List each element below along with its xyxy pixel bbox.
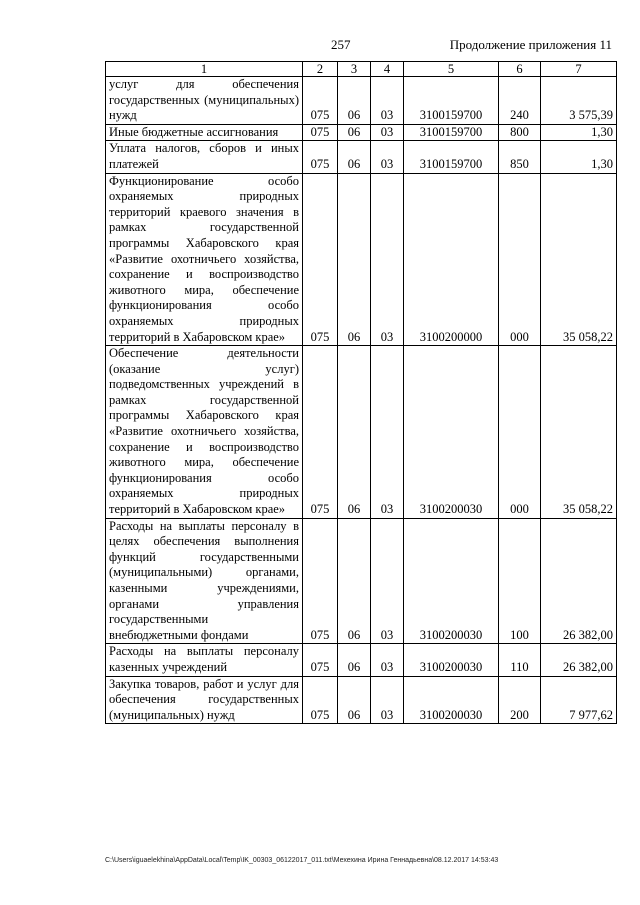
target-article-cell: 3100159700 <box>404 77 499 125</box>
subsection-cell: 03 <box>371 77 404 125</box>
code-cell: 075 <box>303 644 338 676</box>
table-row <box>106 173 617 346</box>
subsection-cell: 03 <box>371 346 404 519</box>
expense-type-cell: 110 <box>499 644 541 676</box>
budget-table <box>105 61 617 724</box>
table-body <box>106 77 617 724</box>
col-num-1: 1 <box>106 62 303 77</box>
row-name-cell: Закупка товаров, работ и услуг для обеспечения государственных (муниципальных) нужд <box>106 676 303 724</box>
amount-cell: 26 382,00 <box>541 644 617 676</box>
code-cell: 075 <box>303 173 338 346</box>
target-article-cell: 3100200030 <box>404 644 499 676</box>
table-row <box>106 77 617 125</box>
subsection-cell: 03 <box>371 173 404 346</box>
amount-cell: 1,30 <box>541 124 617 141</box>
col-num-2: 2 <box>303 62 338 77</box>
amount-cell: 3 575,39 <box>541 77 617 125</box>
amount-cell: 35 058,22 <box>541 346 617 519</box>
continuation-title: Продолжение приложения 11 <box>449 37 612 52</box>
target-article-cell: 3100200000 <box>404 173 499 346</box>
subsection-cell: 03 <box>371 644 404 676</box>
row-name-cell: Расходы на выплаты персоналу казенных учреждений <box>106 644 303 676</box>
col-num-6: 6 <box>499 62 541 77</box>
col-num-3: 3 <box>338 62 371 77</box>
expense-type-cell: 800 <box>499 124 541 141</box>
section-cell: 06 <box>338 173 371 346</box>
subsection-cell: 03 <box>371 141 404 173</box>
table-row <box>106 346 617 519</box>
section-cell: 06 <box>338 518 371 644</box>
section-cell: 06 <box>338 676 371 724</box>
table-row <box>106 676 617 724</box>
amount-cell: 7 977,62 <box>541 676 617 724</box>
target-article-cell: 3100200030 <box>404 518 499 644</box>
target-article-cell: 3100159700 <box>404 141 499 173</box>
row-name-cell: услуг для обеспечения государственных (муниципальных) нужд <box>106 77 303 125</box>
subsection-cell: 03 <box>371 124 404 141</box>
code-cell: 075 <box>303 77 338 125</box>
target-article-cell: 3100159700 <box>404 124 499 141</box>
expense-type-cell: 240 <box>499 77 541 125</box>
column-number-row <box>106 62 617 77</box>
table-row <box>106 518 617 644</box>
expense-type-cell: 000 <box>499 173 541 346</box>
row-name-cell: Обеспечение деятельности (оказание услуг) подведомственных учреждений в рамках государственной программы Хабаровского края «Развитие охотничьего хозяйства, сохранение и воспроизводство животного мира, обеспечение функционирования особо охраняемых природных территорий в Хабаровском крае» <box>106 346 303 519</box>
amount-cell: 1,30 <box>541 141 617 173</box>
expense-type-cell: 850 <box>499 141 541 173</box>
target-article-cell: 3100200030 <box>404 676 499 724</box>
col-num-5: 5 <box>404 62 499 77</box>
amount-cell: 35 058,22 <box>541 173 617 346</box>
file-path-footer: C:\Users\iguaelekhina\AppData\Local\Temp\IK_00303_06122017_011.txt\Мехехина Ирина Геннадьевна\08.12.2017 14:53:43 <box>105 857 499 864</box>
expense-type-cell: 200 <box>499 676 541 724</box>
section-cell: 06 <box>338 77 371 125</box>
page-number: 257 <box>331 37 351 52</box>
code-cell: 075 <box>303 141 338 173</box>
table-row <box>106 141 617 173</box>
section-cell: 06 <box>338 346 371 519</box>
code-cell: 075 <box>303 124 338 141</box>
expense-type-cell: 000 <box>499 346 541 519</box>
row-name-cell: Иные бюджетные ассигнования <box>106 124 303 141</box>
amount-cell: 26 382,00 <box>541 518 617 644</box>
row-name-cell: Расходы на выплаты персоналу в целях обеспечения выполнения функций государственными (муниципальными) органами, казенными учреждениями, органами управления государственными внебюджетными фондами <box>106 518 303 644</box>
code-cell: 075 <box>303 676 338 724</box>
table-row <box>106 124 617 141</box>
row-name-cell: Функционирование особо охраняемых природных территорий краевого значения в рамках государственной программы Хабаровского края «Развитие охотничьего хозяйства, сохранение и воспроизводство животного мира, обеспечение функционирования особо охраняемых природных территорий в Хабаровском крае» <box>106 173 303 346</box>
section-cell: 06 <box>338 644 371 676</box>
subsection-cell: 03 <box>371 518 404 644</box>
target-article-cell: 3100200030 <box>404 346 499 519</box>
code-cell: 075 <box>303 518 338 644</box>
col-num-7: 7 <box>541 62 617 77</box>
code-cell: 075 <box>303 346 338 519</box>
row-name-cell: Уплата налогов, сборов и иных платежей <box>106 141 303 173</box>
section-cell: 06 <box>338 124 371 141</box>
table-row <box>106 644 617 676</box>
subsection-cell: 03 <box>371 676 404 724</box>
expense-type-cell: 100 <box>499 518 541 644</box>
col-num-4: 4 <box>371 62 404 77</box>
section-cell: 06 <box>338 141 371 173</box>
